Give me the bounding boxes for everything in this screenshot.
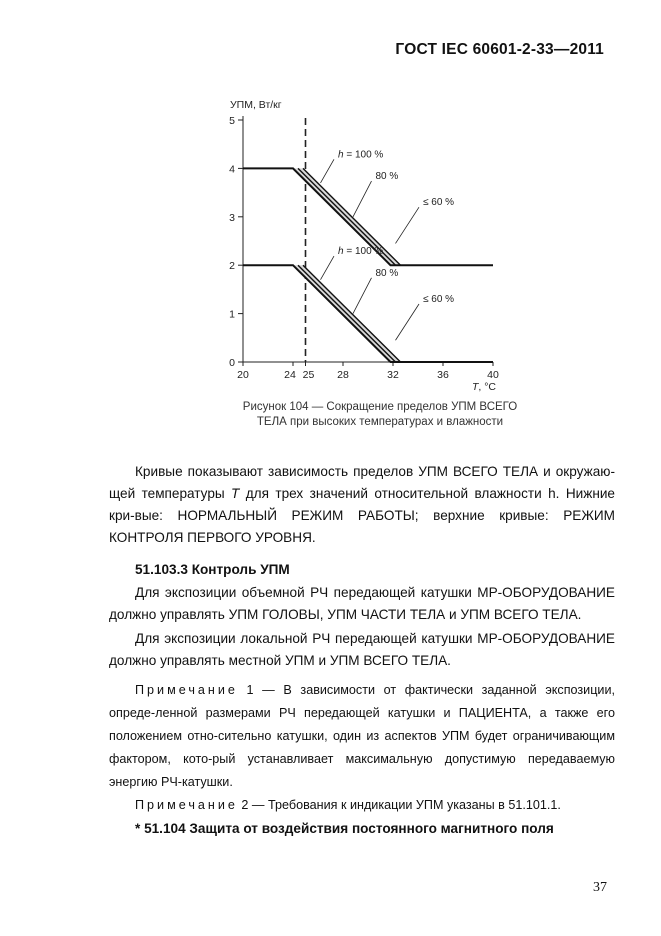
heading-51-103-3: 51.103.3 Контроль УПМ	[135, 562, 290, 577]
note-1-label: Примечание	[135, 683, 238, 697]
curve-lower-0	[243, 265, 493, 362]
note-2-label: Примечание	[135, 798, 238, 812]
page-number: 37	[593, 880, 607, 895]
heading-51-104: * 51.104 Защита от воздействия постоянного магнитного поля	[135, 821, 554, 836]
note-1-number: 1	[237, 683, 254, 697]
figure-caption	[230, 400, 530, 430]
curve-label: 80 %	[375, 267, 399, 279]
label-leader-lower-1	[353, 278, 372, 314]
x-tick-label: 24	[284, 369, 296, 381]
label-leader-upper-2	[396, 207, 420, 243]
curve-label: ≤ 60 %	[423, 197, 455, 209]
label-leader-lower-0	[321, 256, 335, 280]
paragraph-curves-part-1: Кривые показывают зависимость пределов УПМ ВСЕГО ТЕЛА и окружаю-щей температуры	[109, 464, 615, 501]
document-header: ГОСТ IEC 60601-2-33—2011	[395, 41, 604, 58]
x-axis-label: T, °C	[471, 381, 496, 393]
note-2-text: — Требования к индикации УПМ указаны в 51.101.1.	[248, 798, 561, 812]
curve-lower-2	[303, 265, 401, 362]
curve-lower-1	[298, 265, 396, 362]
note-1-text: — В зависимости от фактически заданной экспозиции, опреде-ленной размерами РЧ передающей катушки и ПАЦИЕНТА, а также его положением отно-сительно катушки, один из аспектов УПМ будет ограничивающим фактором, кото-рый устанавливает максимальную допустимую передаваемую энергию РЧ-катушки.	[109, 683, 615, 789]
label-leader-upper-1	[353, 181, 372, 217]
paragraph-curves-part-2: для трех значений относительной влажности h. Нижние кри-вые: НОРМАЛЬНЫЙ РЕЖИМ РАБОТЫ; верхние кривые: РЕЖИМ КОНТРОЛЯ ПЕРВОГО УРОВНЯ.	[109, 486, 615, 545]
paragraph-volume-coil: Для экспозиции объемной РЧ передающей катушки МР-ОБОРУДОВАНИЕ должно управлять УПМ ГОЛОВЫ, УПМ ЧАСТИ ТЕЛА и УПМ ВСЕГО ТЕЛА.	[109, 585, 615, 622]
label-leader-upper-0	[321, 159, 335, 183]
curve-label: h = 100 %	[338, 149, 384, 161]
note-2-number: 2	[237, 798, 249, 812]
y-tick-label: 4	[229, 163, 235, 176]
y-tick-label: 5	[229, 115, 235, 127]
x-tick-label: 28	[337, 369, 349, 381]
figure-caption-line-1: Рисунок 104 — Сокращение пределов УПМ ВСЕГО	[242, 401, 518, 413]
paragraph-curves-description	[109, 461, 615, 549]
paragraph-local-coil: Для экспозиции локальной РЧ передающей катушки МР-ОБОРУДОВАНИЕ должно управлять местной УПМ и УПМ ВСЕГО ТЕЛА.	[109, 631, 615, 668]
label-leader-lower-2	[396, 304, 420, 340]
y-tick-label: 1	[229, 308, 235, 321]
sar-temperature-chart	[220, 96, 520, 396]
curve-label: 80 %	[375, 171, 399, 183]
y-tick-label: 2	[229, 260, 235, 273]
y-tick-label: 3	[229, 211, 235, 224]
x-tick-label: 20	[237, 369, 249, 381]
figure-caption-line-2: ТЕЛА при высоких температурах и влажности	[256, 416, 504, 428]
y-axis-label: УПМ, Вт/кг	[230, 99, 282, 111]
curve-label: ≤ 60 %	[423, 293, 455, 305]
x-tick-label: 36	[437, 369, 449, 381]
x-tick-label: 25	[302, 369, 315, 381]
x-tick-label: 40	[487, 369, 499, 381]
note-1	[109, 679, 615, 794]
y-tick-label: 0	[229, 357, 235, 369]
x-tick-label: 32	[387, 369, 399, 381]
curve-label: h = 100 %	[338, 246, 384, 258]
note-2	[109, 794, 615, 817]
temperature-variable: Т	[231, 486, 240, 501]
